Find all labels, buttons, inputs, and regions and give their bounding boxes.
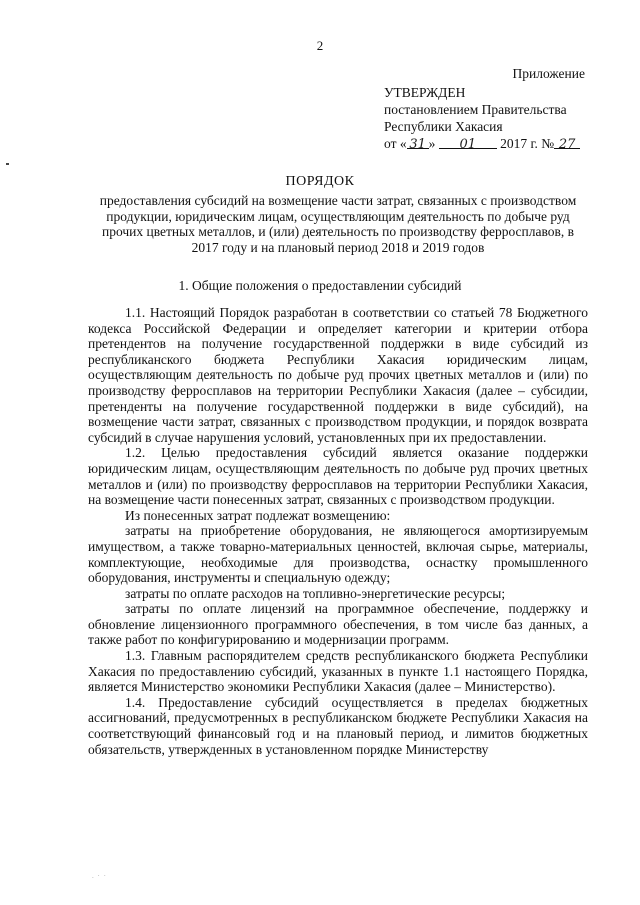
paragraph-costs-intro: Из понесенных затрат подлежат возмещению: [125, 507, 391, 523]
date-month-field [439, 135, 497, 152]
approved-by-line-1: постановлением Правительства [384, 102, 567, 117]
scan-artifact: . · · [92, 872, 107, 880]
paragraph-1-1: 1.1. Настоящий Порядок разработан в соответствии со статьей 78 Бюджетного кодекса Российской Федерации и определяет категории и критерии отбора претендентов на получение государственной поддержки в виде субсидий из республиканского бюджета Республики Хакасия юридическим лицам, осуществляющим деятельность по добыче руд прочих цветных металлов и (или) по производству ферросплавов на территории Республики Хакасия (далее – субсидии, претенденты на получение государственной поддержки в виде субсидий), на возмещение части затрат, связанных с производством продукции, и порядок возврата субсидий в случае нарушения условий, установленных при их предоставлении. [88, 305, 588, 445]
paragraph-1-2: 1.2. Целью предоставления субсидий является оказание поддержки юридическим лицам, осуществляющим деятельность по добыче руд прочих цветных металлов и (или) по производству ферросплавов на территории Республики Хакасия, на возмещение части понесенных затрат, связанных с производством продукции. [88, 445, 588, 508]
document-body [88, 305, 588, 757]
margin-mark [6, 163, 9, 165]
paragraph-1-3: 1.3. Главным распорядителем средств республиканского бюджета Республики Хакасия по предоставлению субсидий, указанных в пункте 1.1 настоящего Порядка, является Министерство экономики Республики Хакасия (далее – Министерство). [88, 648, 588, 695]
date-number-handwritten: 27 [558, 137, 576, 152]
approved-title: УТВЕРЖДЕН [384, 85, 466, 100]
approval-date-line [384, 135, 580, 152]
date-prefix: от « [384, 136, 407, 151]
paragraph-costs-equipment: затраты на приобретение оборудования, не являющегося амортизируемым имуществом, а также товарно-материальных ценностей, включая сырье, материалы, комплектующие, необходимые для производства, оснастку промышленного оборудования, инструменты и специальную одежду; [88, 523, 588, 586]
paragraph-costs-software: затраты по оплате лицензий на программное обеспечение, поддержку и обновление лицензионного программного обеспечения, в том числе баз данных, а также работ по конфигурированию и модернизации программ. [88, 601, 588, 648]
document-subtitle: предоставления субсидий на возмещение части затрат, связанных с производством продукции, юридическим лицам, осуществляющим деятельность по добыче руд прочих цветных металлов, и (или) деятельность по производству ферросплавов, в 2017 году и на плановый период 2018 и 2019 годов [99, 193, 577, 255]
date-mid: » [428, 136, 436, 151]
page-number: 2 [316, 38, 324, 53]
section-heading: 1. Общие положения о предоставлении субсидий [178, 278, 462, 293]
date-day-field [407, 135, 429, 152]
date-month-handwritten: 01 [459, 137, 476, 152]
date-year: 2017 г. № [500, 136, 555, 151]
date-day-handwritten: 31 [409, 137, 426, 152]
date-number-field [554, 135, 580, 152]
paragraph-costs-energy: затраты по оплате расходов на топливно-энергетические ресурсы; [125, 585, 506, 601]
approved-by-line-2: Республики Хакасия [384, 119, 503, 134]
appendix-label: Приложение [512, 66, 585, 81]
paragraph-1-4: 1.4. Предоставление субсидий осуществляется в пределах бюджетных ассигнований, предусмотренных в республиканском бюджете Республики Хакасия на соответствующий финансовый год и на плановый период, и лимитов бюджетных обязательств, утвержденных в установленном порядке Министерству [88, 694, 588, 757]
document-title: ПОРЯДОК [285, 174, 355, 189]
approval-block [384, 84, 580, 152]
